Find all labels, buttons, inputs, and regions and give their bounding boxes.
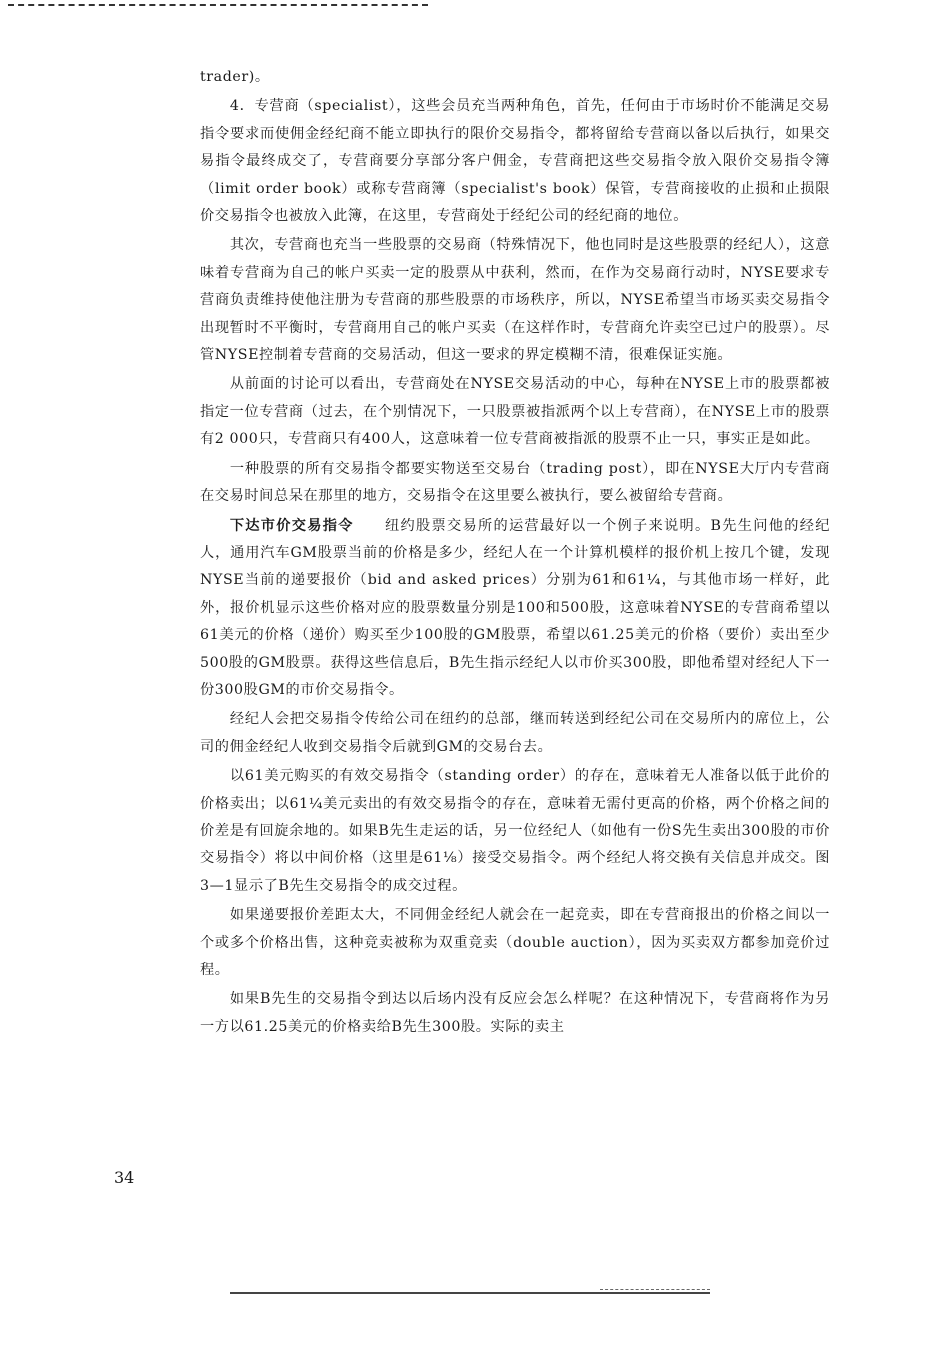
paragraph: 其次，专营商也充当一些股票的交易商（特殊情况下，他也同时是这些股票的经纪人），这意味着专营商为自己的帐户买卖一定的股票从中获利，然而，在作为交易商行动时，NYSE要求专营商负责维持使他注册为专营商的那些股票的市场秩序，所以，NYSE希望当市场买卖交易指令出现暂时不平衡时，专营商用自己的帐户买卖（在这样作时，专营商允许卖空已过户的股票）。尽管NYSE控制着专营商的交易活动，但这一要求的界定模糊不清，很难保证实施。 [200,237,830,364]
paragraph: 以61美元购买的有效交易指令（standing order）的存在，意味着无人准备以低于此价的价格卖出；以61¼美元卖出的有效交易指令的存在，意味着无需付更高的价格，两个价格之间的价差是有回旋余地的。如果B先生走运的话，另一位经纪人（如他有一份S先生卖出300股的市价交易指令）将以中间价格（这里是61⅛）接受交易指令。两个经纪人将交换有关信息并成交。图3—1显示了B先生交易指令的成交过程。 [200,768,830,894]
paragraph: 经纪人会把交易指令传给公司在纽约的总部，继而转送到经纪公司在交易所内的席位上，公司的佣金经纪人收到交易指令后就到GM的交易台去。 [200,711,830,755]
bottom-scan-rule [230,1292,710,1294]
paragraph: 一种股票的所有交易指令都要实物送至交易台（trading post），即在NYSE大厅内专营商在交易时间总呆在那里的地方，交易指令在这里要么被执行，要么被留给专营商。 [200,460,830,505]
paragraph: 从前面的讨论可以看出，专营商处在NYSE交易活动的中心，每种在NYSE上市的股票都被指定一位专营商（过去，在个别情况下，一只股票被指派两个以上专营商），在NYSE上市的股票有2 000只，专营商只有400人，这意味着一位专营商被指派的股票不止一只，事实正是如此。 [200,376,830,448]
paragraph-text: 纽约股票交易所的运营最好以一个例子来说明。B先生问他的经纪人，通用汽车GM股票当前的价格是多少，经纪人在一个计算机模样的报价机上按几个键，发现NYSE当前的递要报价（bid and asked prices）分别为61和61¼，与其他市场一样好，此外，报价机显示这些价格对应的股票数量分别是100和500股，这意味着NYSE的专营商希望以61美元的价格（递价）购买至少100股的GM股票，希望以61.25美元的价格（要价）卖出至少500股的GM股票。获得这些信息后，B先生指示经纪人以市价买300股，即他希望对经纪人下一份300股GM的市价交易指令。 [200,517,830,698]
paragraph: 如果递要报价差距太大，不同佣金经纪人就会在一起竞卖，即在专营商报出的价格之间以一个或多个价格出售，这种竞卖被称为双重竞卖（double auction），因为买卖双方都参加竞价过程。 [200,907,830,978]
paragraph-with-heading [200,513,830,705]
run-in-heading: 下达市价交易指令 [229,517,354,534]
paragraph: 如果B先生的交易指令到达以后场内没有反应会怎么样呢？在这种情况下，专营商将作为另一方以61.25美元的价格卖给B先生300股。实际的卖主 [200,991,830,1035]
paragraph: 4．专营商（specialist），这些会员充当两种角色，首先，任何由于市场时价不能满足交易指令要求而使佣金经纪商不能立即执行的限价交易指令，都将留给专营商以备以后执行，如果交易指令最终成交了，专营商要分享部分客户佣金，专营商把这些交易指令放入限价交易指令簿（limit order book）或称专营商簿（specialist's book）保管，专营商接收的止损和止损限价交易指令也被放入此簿，在这里，专营商处于经纪公司的经纪商的地位。 [200,98,830,225]
top-scan-border [8,4,428,9]
bottom-scan-rule-thin [600,1289,710,1290]
paragraph: trader)。 [200,69,270,85]
page-number: 34 [114,1168,135,1187]
body-text [200,64,830,1043]
